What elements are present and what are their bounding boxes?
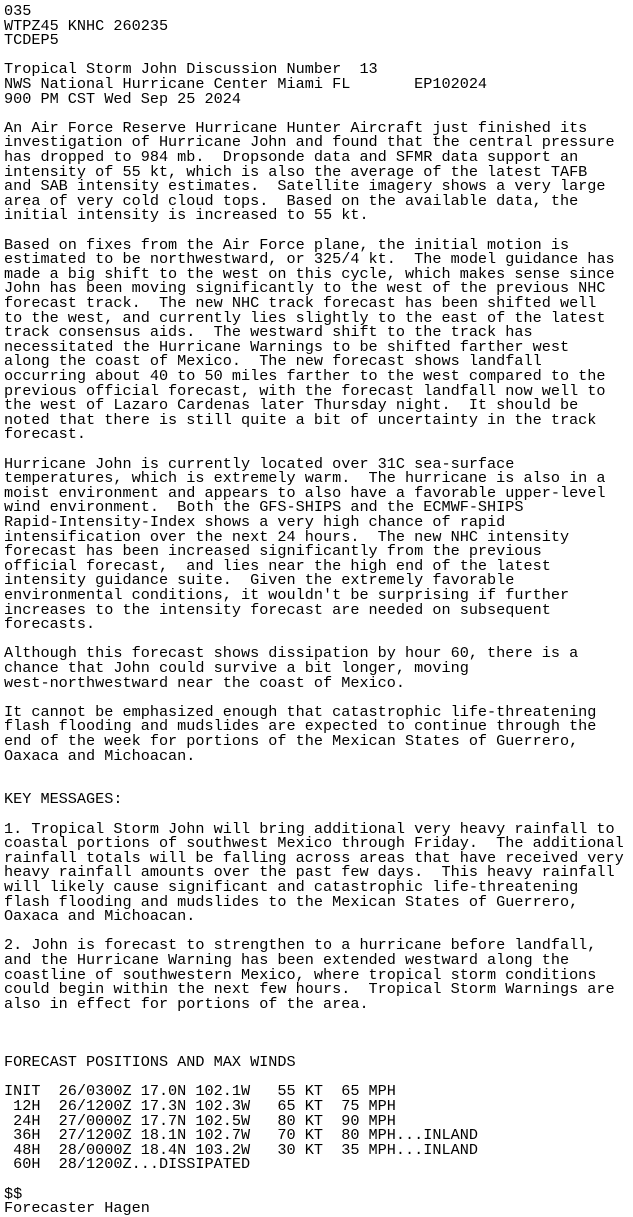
- text-line: environmental conditions, it wouldn't be surprising if further: [4, 586, 570, 604]
- text-line: initial intensity is increased to 55 kt.: [4, 206, 369, 225]
- text-line: forecasts.: [4, 615, 96, 634]
- text-line: area of very cold cloud tops. Based on the available data, the: [4, 191, 579, 210]
- text-line: increases to the intensity forecast are needed on subsequent: [4, 600, 551, 619]
- text-line: official forecast, and lies near the high end of the latest: [4, 556, 551, 575]
- text-line: John has been moving significantly to the west of the previous NHC: [4, 279, 606, 298]
- text-line: made a big shift to the west on this cycle, which makes sense since: [4, 264, 615, 283]
- text-line: forecast has been increased significantly from the previous: [4, 542, 542, 561]
- text-line: west-northwestward near the coast of Mexico.: [4, 673, 406, 692]
- text-line: temperatures, which is extremely warm. The hurricane is also in a: [4, 469, 606, 488]
- text-line: heavy rainfall amounts over the past few days. This heavy rainfall: [4, 863, 615, 882]
- text-line: 900 PM CST Wed Sep 25 2024: [4, 89, 241, 108]
- text-line: will likely cause significant and catastrophic life-threatening: [4, 878, 579, 896]
- text-line: intensification over the next 24 hours. The new NHC intensity: [4, 527, 570, 546]
- text-line: TCDEP5: [4, 31, 59, 50]
- text-line: Forecaster Hagen: [4, 1199, 150, 1217]
- text-line: intensity guidance suite. Given the extremely favorable: [4, 571, 515, 590]
- text-line: coastline of southwestern Mexico, where tropical storm conditions: [4, 965, 597, 984]
- text-line: KEY MESSAGES:: [4, 790, 123, 809]
- text-line: 36H 27/1200Z 18.1N 102.7W 70 KT 80 MPH...INLAND: [4, 1126, 478, 1145]
- text-line: and the Hurricane Warning has been extended westward along the: [4, 951, 570, 969]
- text-line: flash flooding and mudslides to the Mexican States of Guerrero,: [4, 892, 579, 911]
- text-line: 24H 27/0000Z 17.7N 102.5W 80 KT 90 MPH: [4, 1111, 396, 1130]
- text-line: to the west, and currently lies slightly to the east of the latest: [4, 308, 606, 327]
- text-line: forecast track. The new NHC track forecast has been shifted well: [4, 294, 597, 312]
- text-line: estimated to be northwestward, or 325/4 kt. The model guidance has: [4, 250, 615, 269]
- text-line: investigation of Hurricane John and found that the central pressure: [4, 133, 615, 152]
- text-line: also in effect for portions of the area.: [4, 994, 369, 1013]
- text-line: 60H 28/1200Z...DISSIPATED: [4, 1155, 251, 1174]
- text-line: wind environment. Both the GFS-SHIPS and the ECMWF-SHIPS: [4, 498, 524, 517]
- text-line: rainfall totals will be falling across areas that have received very: [4, 848, 624, 867]
- text-line: NWS National Hurricane Center Miami FL EP102024: [4, 75, 488, 93]
- text-line: necessitated the Hurricane Warnings to be shifted farther west: [4, 337, 570, 356]
- text-line: Hurricane John is currently located over 31C sea-surface: [4, 454, 515, 473]
- text-line: An Air Force Reserve Hurricane Hunter Aircraft just finished its: [4, 118, 588, 137]
- text-line: coastal portions of southwest Mexico through Friday. The additional: [4, 834, 624, 853]
- text-line: It cannot be emphasized enough that catastrophic life-threatening: [4, 702, 597, 721]
- text-line: Rapid-Intensity-Index shows a very high chance of rapid: [4, 513, 506, 531]
- text-line: Based on fixes from the Air Force plane, the initial motion is: [4, 235, 570, 254]
- text-line: WTPZ45 KNHC 260235: [4, 16, 169, 35]
- text-line: $$: [4, 1184, 23, 1203]
- text-line: 48H 28/0000Z 18.4N 103.2W 30 KT 35 MPH...INLAND: [4, 1140, 478, 1159]
- text-line: flash flooding and mudslides are expected to continue through the: [4, 717, 597, 736]
- text-line: INIT 26/0300Z 17.0N 102.1W 55 KT 65 MPH: [4, 1082, 396, 1101]
- text-line: has dropped to 984 mb. Dropsonde data and SFMR data support an: [4, 148, 579, 166]
- text-line: Tropical Storm John Discussion Number 13: [4, 60, 378, 79]
- text-line: noted that there is still quite a bit of uncertainty in the track: [4, 410, 597, 429]
- text-line: the west of Lazaro Cardenas later Thursday night. It should be: [4, 396, 579, 415]
- text-line: track consensus aids. The westward shift to the track has: [4, 323, 533, 342]
- text-line: Oaxaca and Michoacan.: [4, 907, 196, 926]
- text-line: Although this forecast shows dissipation by hour 60, there is a: [4, 644, 579, 663]
- text-line: 1. Tropical Storm John will bring additional very heavy rainfall to: [4, 819, 615, 838]
- text-line: previous official forecast, with the forecast landfall now well to: [4, 381, 606, 400]
- text-line: forecast.: [4, 425, 87, 444]
- text-line: 12H 26/1200Z 17.3N 102.3W 65 KT 75 MPH: [4, 1097, 396, 1115]
- text-line: FORECAST POSITIONS AND MAX WINDS: [4, 1053, 296, 1072]
- text-line: end of the week for portions of the Mexican States of Guerrero,: [4, 732, 579, 750]
- text-line: and SAB intensity estimates. Satellite imagery shows a very large: [4, 177, 606, 196]
- text-line: occurring about 40 to 50 miles farther to the west compared to the: [4, 367, 606, 385]
- text-line: 2. John is forecast to strengthen to a hurricane before landfall,: [4, 936, 597, 955]
- text-line: intensity of 55 kt, which is also the average of the latest TAFB: [4, 162, 588, 181]
- text-line: 035: [4, 2, 32, 20]
- text-line: along the coast of Mexico. The new forecast shows landfall: [4, 352, 542, 371]
- text-line: Oaxaca and Michoacan.: [4, 746, 196, 765]
- text-line: chance that John could survive a bit longer, moving: [4, 659, 469, 677]
- text-line: could begin within the next few hours. Tropical Storm Warnings are: [4, 980, 615, 999]
- text-line: moist environment and appears to also have a favorable upper-level: [4, 483, 606, 502]
